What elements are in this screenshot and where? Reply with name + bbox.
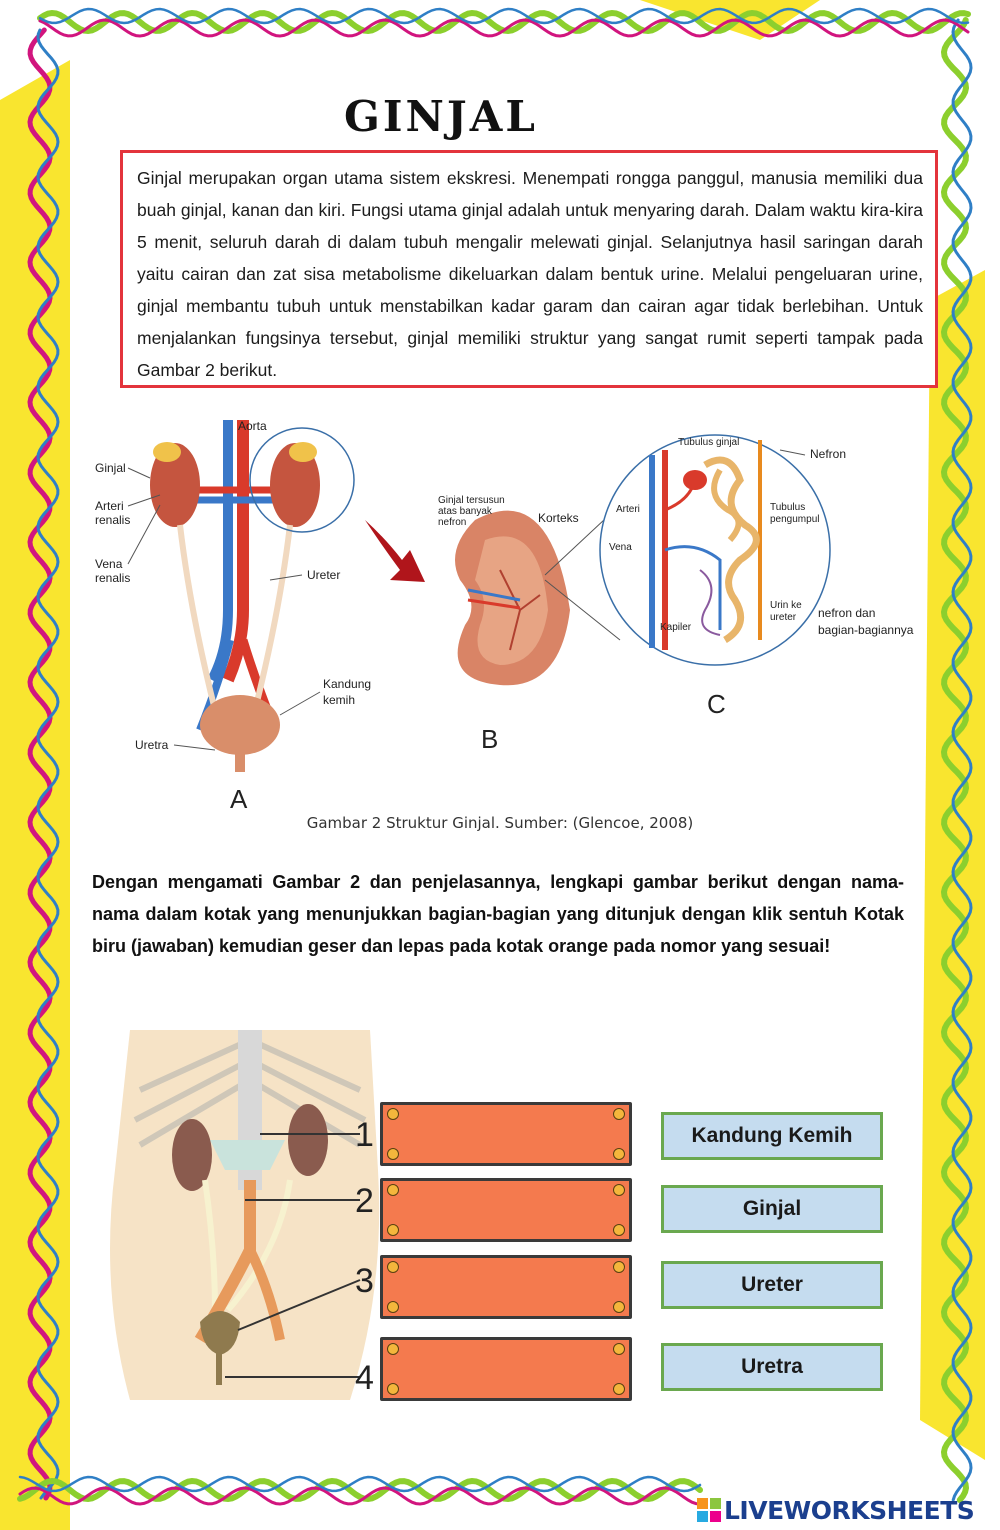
intro-text: Ginjal merupakan organ utama sistem ekskresi. Menempati rongga panggul, manusia memiliki dua buah ginjal, kanan dan kiri. Fungsi utama ginjal adalah untuk menyaring darah. Dalam waktu kira-kira 5 menit, seluruh darah di dalam tubuh mengalir melewati ginjal. Selanjutnya hasil saringan darah yaitu cairan dan zat sisa metabolisme dikeluarkan dalam bentuk urine. Melalui pengeluaran urine, ginjal membantu tubuh untuk menstabilkan kadar garam dan cairan agar tidak berlebihan. Untuk menjalankan fungsinya tersebut, ginjal memiliki struktur yang sangat rumit seperti tampak pada Gambar 2 berikut. — [137, 168, 923, 380]
figure-panel-a — [95, 419, 371, 810]
kidney-structure-figure — [80, 410, 940, 810]
label-kandung-kemih: Kandung — [323, 677, 372, 691]
bladder — [200, 695, 280, 755]
label-ureter-c: ureter — [770, 612, 797, 623]
label-b-desc-2: atas banyak — [438, 506, 492, 517]
panel-label-a: A — [230, 784, 248, 810]
liveworksheets-logo — [696, 1494, 974, 1526]
slot-rivet — [387, 1343, 399, 1355]
label-kapiler: Kapiler — [660, 622, 692, 633]
answer-kandung-kemih[interactable]: Kandung Kemih — [661, 1112, 883, 1160]
slot-rivet — [613, 1148, 625, 1160]
slot-rivet — [613, 1343, 625, 1355]
label-ginjal: Ginjal — [95, 461, 126, 475]
label-b-desc-3: nefron — [438, 517, 467, 528]
slot-rivet — [387, 1261, 399, 1273]
number-4: 4 — [355, 1359, 374, 1397]
drop-slot-4[interactable] — [380, 1337, 632, 1401]
label-arteri-renalis: Arteri — [95, 499, 124, 513]
label-nefron: Nefron — [810, 447, 847, 461]
panel-label-b: B — [481, 724, 499, 754]
label-urin-ke-ureter: Urin ke — [770, 600, 802, 611]
slot-rivet — [613, 1261, 625, 1273]
label-tubulus-pengumpul: Tubulus — [770, 502, 806, 513]
arrow-icon — [365, 520, 425, 582]
label-nefron-dan: nefron dan — [818, 606, 876, 620]
figure-panel-c — [600, 435, 914, 719]
number-2: 2 — [355, 1182, 374, 1220]
slot-rivet — [613, 1108, 625, 1120]
label-renalis-2: renalis — [95, 571, 131, 585]
label-ureter: Ureter — [307, 568, 341, 582]
label-bagian-bagiannya: bagian-bagiannya — [818, 623, 914, 637]
figure-panel-b — [438, 495, 620, 754]
drop-slot-2[interactable] — [380, 1178, 632, 1242]
slot-rivet — [613, 1224, 625, 1236]
label-pengumpul: pengumpul — [770, 514, 820, 525]
slot-rivet — [387, 1301, 399, 1313]
slot-rivet — [613, 1383, 625, 1395]
answer-ureter[interactable]: Ureter — [661, 1261, 883, 1309]
intro-box — [120, 150, 938, 388]
label-vena-c: Vena — [609, 542, 632, 553]
instruction-text: Dengan mengamati Gambar 2 dan penjelasannya, lengkapi gambar berikut dengan nama-nama dalam kotak yang menunjukkan bagian-bagian yang ditunjuk dengan klik sentuh Kotak biru (jawaban) kemudian geser dan lepas pada kotak orange pada nomor yang sesuai! — [92, 872, 904, 956]
drop-slot-3[interactable] — [380, 1255, 632, 1319]
label-uretra: Uretra — [135, 738, 169, 752]
number-3: 3 — [355, 1262, 374, 1300]
slot-rivet — [613, 1184, 625, 1196]
answer-ginjal[interactable]: Ginjal — [661, 1185, 883, 1233]
urinary-system-illustration — [110, 1030, 390, 1400]
label-vena-renalis: Vena — [95, 557, 123, 571]
logo-mark-icon — [696, 1497, 722, 1523]
label-renalis-1: renalis — [95, 513, 131, 527]
slot-rivet — [387, 1148, 399, 1160]
slot-rivet — [387, 1108, 399, 1120]
label-tubulus-ginjal: Tubulus ginjal — [678, 437, 740, 448]
label-arteri-c: Arteri — [616, 504, 640, 515]
label-kemih: kemih — [323, 693, 356, 707]
slot-rivet — [613, 1301, 625, 1313]
label-korteks: Korteks — [538, 511, 579, 525]
label-b-desc-1: Ginjal tersusun — [438, 495, 505, 506]
panel-label-c: C — [707, 689, 726, 719]
number-1: 1 — [355, 1116, 374, 1154]
page-title: GINJAL — [344, 92, 538, 141]
figure-caption: Gambar 2 Struktur Ginjal. Sumber: (Glencoe, 2008) — [306, 814, 694, 832]
slot-rivet — [387, 1383, 399, 1395]
drop-slot-1[interactable] — [380, 1102, 632, 1166]
label-aorta: Aorta — [238, 419, 267, 433]
slot-rivet — [387, 1184, 399, 1196]
slot-rivet — [387, 1224, 399, 1236]
answer-uretra[interactable]: Uretra — [661, 1343, 883, 1391]
logo-text: LIVEWORKSHEETS — [724, 1495, 975, 1525]
